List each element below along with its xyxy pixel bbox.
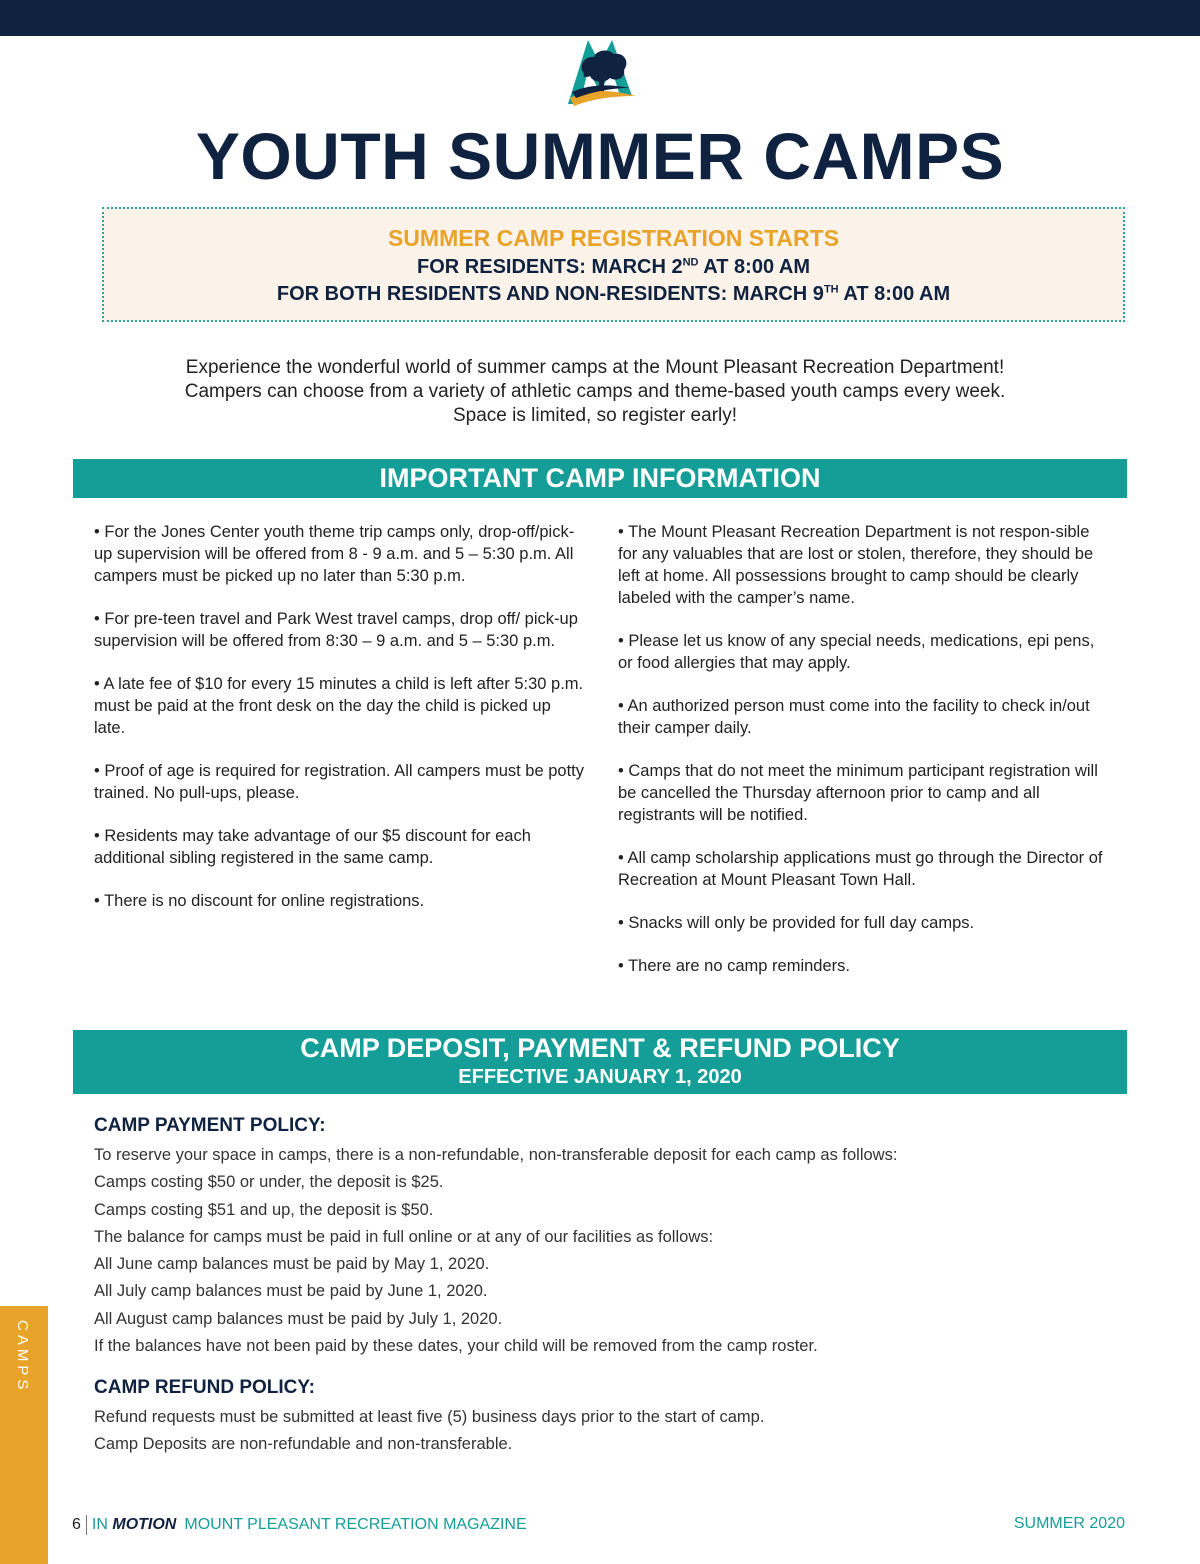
- refund-policy-line: Camp Deposits are non-refundable and non-transferable.: [94, 1435, 513, 1454]
- info-item: • Camps that do not meet the minimum participant registration will be cancelled the Thursday afternoon prior to camp and all registrants will be notified.: [618, 762, 1098, 824]
- footer-motion: MOTION: [112, 1516, 177, 1534]
- policy-heading: CAMP DEPOSIT, PAYMENT & REFUND POLICY: [300, 1033, 900, 1063]
- page-title: YOUTH SUMMER CAMPS: [195, 119, 1005, 193]
- payment-policy-line: To reserve your space in camps, there is a non-refundable, non-transferable deposit for each camp as follows:: [94, 1146, 898, 1164]
- info-item: • Residents may take advantage of our $5 discount for each additional sibling registered in the same camp.: [94, 827, 531, 867]
- payment-policy-line: The balance for camps must be paid in full online or at any of our facilities as follows:: [94, 1227, 714, 1246]
- footer-divider: [86, 1515, 87, 1535]
- registration-all-line: FOR BOTH RESIDENTS AND NON-RESIDENTS: MARCH 9TH AT 8:00 AM: [276, 283, 951, 305]
- registration-residents-line: FOR RESIDENTS: MARCH 2ND AT 8:00 AM: [417, 256, 810, 278]
- info-item: • All camp scholarship applications must go through the Director of Recreation at Mount Pleasant Town Hall.: [618, 849, 1103, 889]
- info-item: • The Mount Pleasant Recreation Department is not respon-sible for any valuables that are lost or stolen, therefore, they should be left at home. All possessions brought to camp should be clearly labeled with the camper’s name.: [618, 523, 1094, 607]
- payment-policy-line: All July camp balances must be paid by June 1, 2020.: [94, 1282, 488, 1301]
- refund-policy-title: CAMP REFUND POLICY:: [94, 1377, 315, 1398]
- payment-policy-line: Camps costing $51 and up, the deposit is $50.: [94, 1200, 434, 1219]
- payment-policy-line: If the balances have not been paid by these dates, your child will be removed from the camp roster.: [94, 1337, 818, 1356]
- info-item: • For pre-teen travel and Park West travel camps, drop off/ pick-up supervision will be offered from 8:30 – 9 a.m. and 5 – 5:30 p.m.: [94, 610, 578, 650]
- info-item: • Snacks will only be provided for full day camps.: [618, 914, 975, 932]
- payment-policy-line: All August camp balances must be paid by July 1, 2020.: [94, 1309, 503, 1328]
- info-item: • There is no discount for online registrations.: [94, 892, 425, 910]
- payment-policy-title: CAMP PAYMENT POLICY:: [94, 1115, 326, 1136]
- page-number: 6: [72, 1516, 81, 1534]
- camp-info-heading: IMPORTANT CAMP INFORMATION: [73, 459, 1127, 498]
- refund-policy-line: Refund requests must be submitted at least five (5) business days prior to the start of camp.: [94, 1408, 765, 1426]
- camp-info-left-column: [94, 521, 586, 933]
- info-item: • For the Jones Center youth theme trip camps only, drop-off/pick-up supervision will be offered from 8 - 9 a.m. and 5 – 5:30 p.m. All campers must be picked up no later than 5:30 p.m.: [94, 523, 575, 585]
- payment-policy-line: All June camp balances must be paid by May 1, 2020.: [94, 1255, 490, 1274]
- mount-pleasant-logo-icon: [560, 26, 642, 110]
- side-tab-label: CAMPS: [14, 1320, 31, 1394]
- policy-heading-band: [73, 1030, 1127, 1094]
- registration-box: [102, 207, 1125, 322]
- camp-info-right-column: [618, 521, 1110, 998]
- info-item: • Please let us know of any special needs, medications, epi pens, or food allergies that may apply.: [618, 632, 1095, 672]
- payment-policy-section: [94, 1115, 1134, 1360]
- refund-policy-section: [94, 1377, 1134, 1459]
- info-item: • An authorized person must come into the facility to check in/out their camper daily.: [618, 697, 1090, 737]
- info-item: • A late fee of $10 for every 15 minutes a child is left after 5:30 p.m. must be paid at the front desk on the day the child is picked up late.: [94, 675, 584, 737]
- footer-season: SUMMER 2020: [1013, 1515, 1125, 1532]
- policy-effective-date: EFFECTIVE JANUARY 1, 2020: [458, 1066, 742, 1088]
- info-item: • There are no camp reminders.: [618, 957, 850, 975]
- intro-paragraph: Experience the wonderful world of summer camps at the Mount Pleasant Recreation Department! Campers can choose from a variety of athletic camps and theme-based youth camps every week. Space is limited, so register early!: [184, 357, 1006, 426]
- footer-magazine-name: MOUNT PLEASANT RECREATION MAGAZINE: [184, 1516, 527, 1534]
- camps-side-tab: [0, 1306, 48, 1564]
- payment-policy-line: Camps costing $50 or under, the deposit is $25.: [94, 1173, 444, 1192]
- registration-heading: SUMMER CAMP REGISTRATION STARTS: [387, 225, 840, 251]
- info-item: • Proof of age is required for registration. All campers must be potty trained. No pull-ups, please.: [94, 762, 585, 802]
- footer-left: [72, 1515, 527, 1535]
- footer-in: IN: [91, 1516, 108, 1534]
